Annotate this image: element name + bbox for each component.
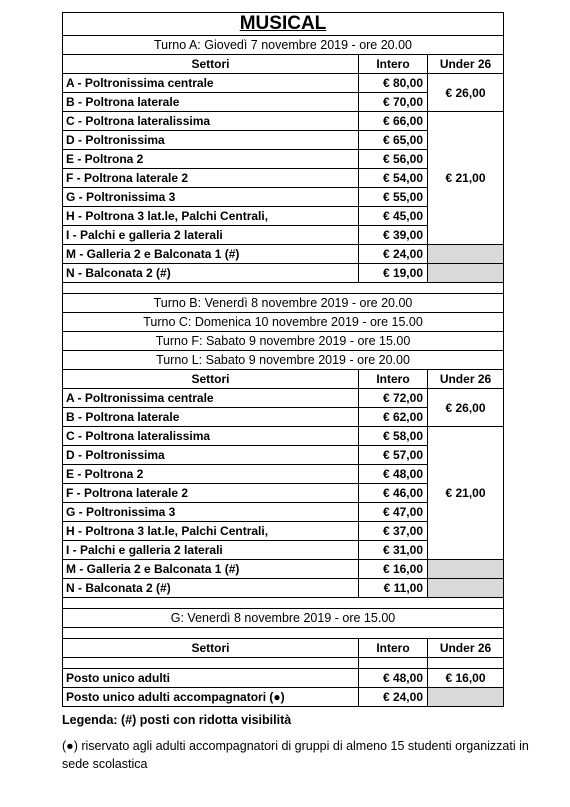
price-intero: € 45,00 [359, 207, 428, 226]
empty-cell [428, 245, 504, 264]
sector-name: H - Poltrona 3 lat.le, Palchi Centrali, [63, 522, 359, 541]
spacer-cell [63, 658, 359, 669]
spacer-row [63, 628, 504, 639]
empty-cell [428, 688, 504, 707]
sector-name: B - Poltrona laterale [63, 93, 359, 112]
price-intero: € 48,00 [359, 669, 428, 688]
price-intero: € 72,00 [359, 389, 428, 408]
price-intero: € 55,00 [359, 188, 428, 207]
price-table [62, 12, 504, 707]
price-intero: € 47,00 [359, 503, 428, 522]
legend-accompagnatori-note: (●) riservato agli adulti accompagnatori di gruppi di almeno 15 studenti organizzati in sede scolastica [62, 739, 529, 771]
sector-name: A - Poltronissima centrale [63, 389, 359, 408]
price-intero: € 70,00 [359, 93, 428, 112]
spacer-cell [428, 658, 504, 669]
sector-name: H - Poltrona 3 lat.le, Palchi Centrali, [63, 207, 359, 226]
price-intero: € 57,00 [359, 446, 428, 465]
turno-a-label: Turno A: Giovedì 7 novembre 2019 - ore 20.00 [63, 36, 504, 55]
price-intero: € 39,00 [359, 226, 428, 245]
price-intero: € 24,00 [359, 245, 428, 264]
empty-cell [428, 264, 504, 283]
header-settori: Settori [63, 370, 359, 389]
spacer-row [63, 598, 504, 609]
price-under26: € 21,00 [428, 427, 504, 560]
sector-name: F - Poltrona laterale 2 [63, 484, 359, 503]
turno-f-label: Turno F: Sabato 9 novembre 2019 - ore 15.00 [63, 332, 504, 351]
turno-g-label: G: Venerdì 8 novembre 2019 - ore 15.00 [63, 609, 504, 628]
price-intero: € 54,00 [359, 169, 428, 188]
header-under26: Under 26 [428, 639, 504, 658]
sector-name: E - Poltrona 2 [63, 465, 359, 484]
price-intero: € 65,00 [359, 131, 428, 150]
price-intero: € 24,00 [359, 688, 428, 707]
empty-cell [428, 579, 504, 598]
price-under26: € 26,00 [428, 74, 504, 112]
table-row [63, 579, 504, 598]
header-settori: Settori [63, 639, 359, 658]
table-row [63, 245, 504, 264]
sector-name: G - Poltronissima 3 [63, 503, 359, 522]
sector-name: M - Galleria 2 e Balconata 1 (#) [63, 245, 359, 264]
header-settori: Settori [63, 55, 359, 74]
sector-name: I - Palchi e galleria 2 laterali [63, 226, 359, 245]
price-intero: € 16,00 [359, 560, 428, 579]
sector-name: I - Palchi e galleria 2 laterali [63, 541, 359, 560]
table-row [63, 389, 504, 408]
sector-name: A - Poltronissima centrale [63, 74, 359, 93]
header-intero: Intero [359, 55, 428, 74]
price-intero: € 56,00 [359, 150, 428, 169]
table-row [63, 264, 504, 283]
sector-name: N - Balconata 2 (#) [63, 264, 359, 283]
table-row [63, 112, 504, 131]
sector-name: Posto unico adulti accompagnatori (●) [63, 688, 359, 707]
price-intero: € 58,00 [359, 427, 428, 446]
header-under26: Under 26 [428, 370, 504, 389]
sector-name: N - Balconata 2 (#) [63, 579, 359, 598]
header-intero: Intero [359, 639, 428, 658]
legend-visibility-note: Legenda: (#) posti con ridotta visibilità [62, 713, 292, 727]
header-under26: Under 26 [428, 55, 504, 74]
empty-cell [428, 560, 504, 579]
header-intero: Intero [359, 370, 428, 389]
price-under26: € 16,00 [428, 669, 504, 688]
sector-name: C - Poltrona lateralissima [63, 427, 359, 446]
turno-l-label: Turno L: Sabato 9 novembre 2019 - ore 20.00 [63, 351, 504, 370]
sector-name: E - Poltrona 2 [63, 150, 359, 169]
turno-c-label: Turno C: Domenica 10 novembre 2019 - ore 15.00 [63, 313, 504, 332]
price-intero: € 19,00 [359, 264, 428, 283]
price-intero: € 31,00 [359, 541, 428, 560]
spacer-cell [359, 658, 428, 669]
price-intero: € 66,00 [359, 112, 428, 131]
price-intero: € 37,00 [359, 522, 428, 541]
price-intero: € 80,00 [359, 74, 428, 93]
sector-name: F - Poltrona laterale 2 [63, 169, 359, 188]
price-under26: € 26,00 [428, 389, 504, 427]
price-intero: € 46,00 [359, 484, 428, 503]
sector-name: D - Poltronissima [63, 131, 359, 150]
sector-name: G - Poltronissima 3 [63, 188, 359, 207]
page-title: MUSICAL [63, 13, 504, 36]
price-under26: € 21,00 [428, 112, 504, 245]
price-intero: € 11,00 [359, 579, 428, 598]
sector-name: Posto unico adulti [63, 669, 359, 688]
price-intero: € 62,00 [359, 408, 428, 427]
table-row [63, 74, 504, 93]
legend [62, 711, 532, 773]
turno-b-label: Turno B: Venerdì 8 novembre 2019 - ore 20.00 [63, 294, 504, 313]
sector-name: B - Poltrona laterale [63, 408, 359, 427]
price-intero: € 48,00 [359, 465, 428, 484]
table-row [63, 560, 504, 579]
sector-name: D - Poltronissima [63, 446, 359, 465]
table-row [63, 669, 504, 688]
sector-name: M - Galleria 2 e Balconata 1 (#) [63, 560, 359, 579]
sector-name: C - Poltrona lateralissima [63, 112, 359, 131]
spacer-row [63, 283, 504, 294]
table-row [63, 427, 504, 446]
table-row [63, 688, 504, 707]
